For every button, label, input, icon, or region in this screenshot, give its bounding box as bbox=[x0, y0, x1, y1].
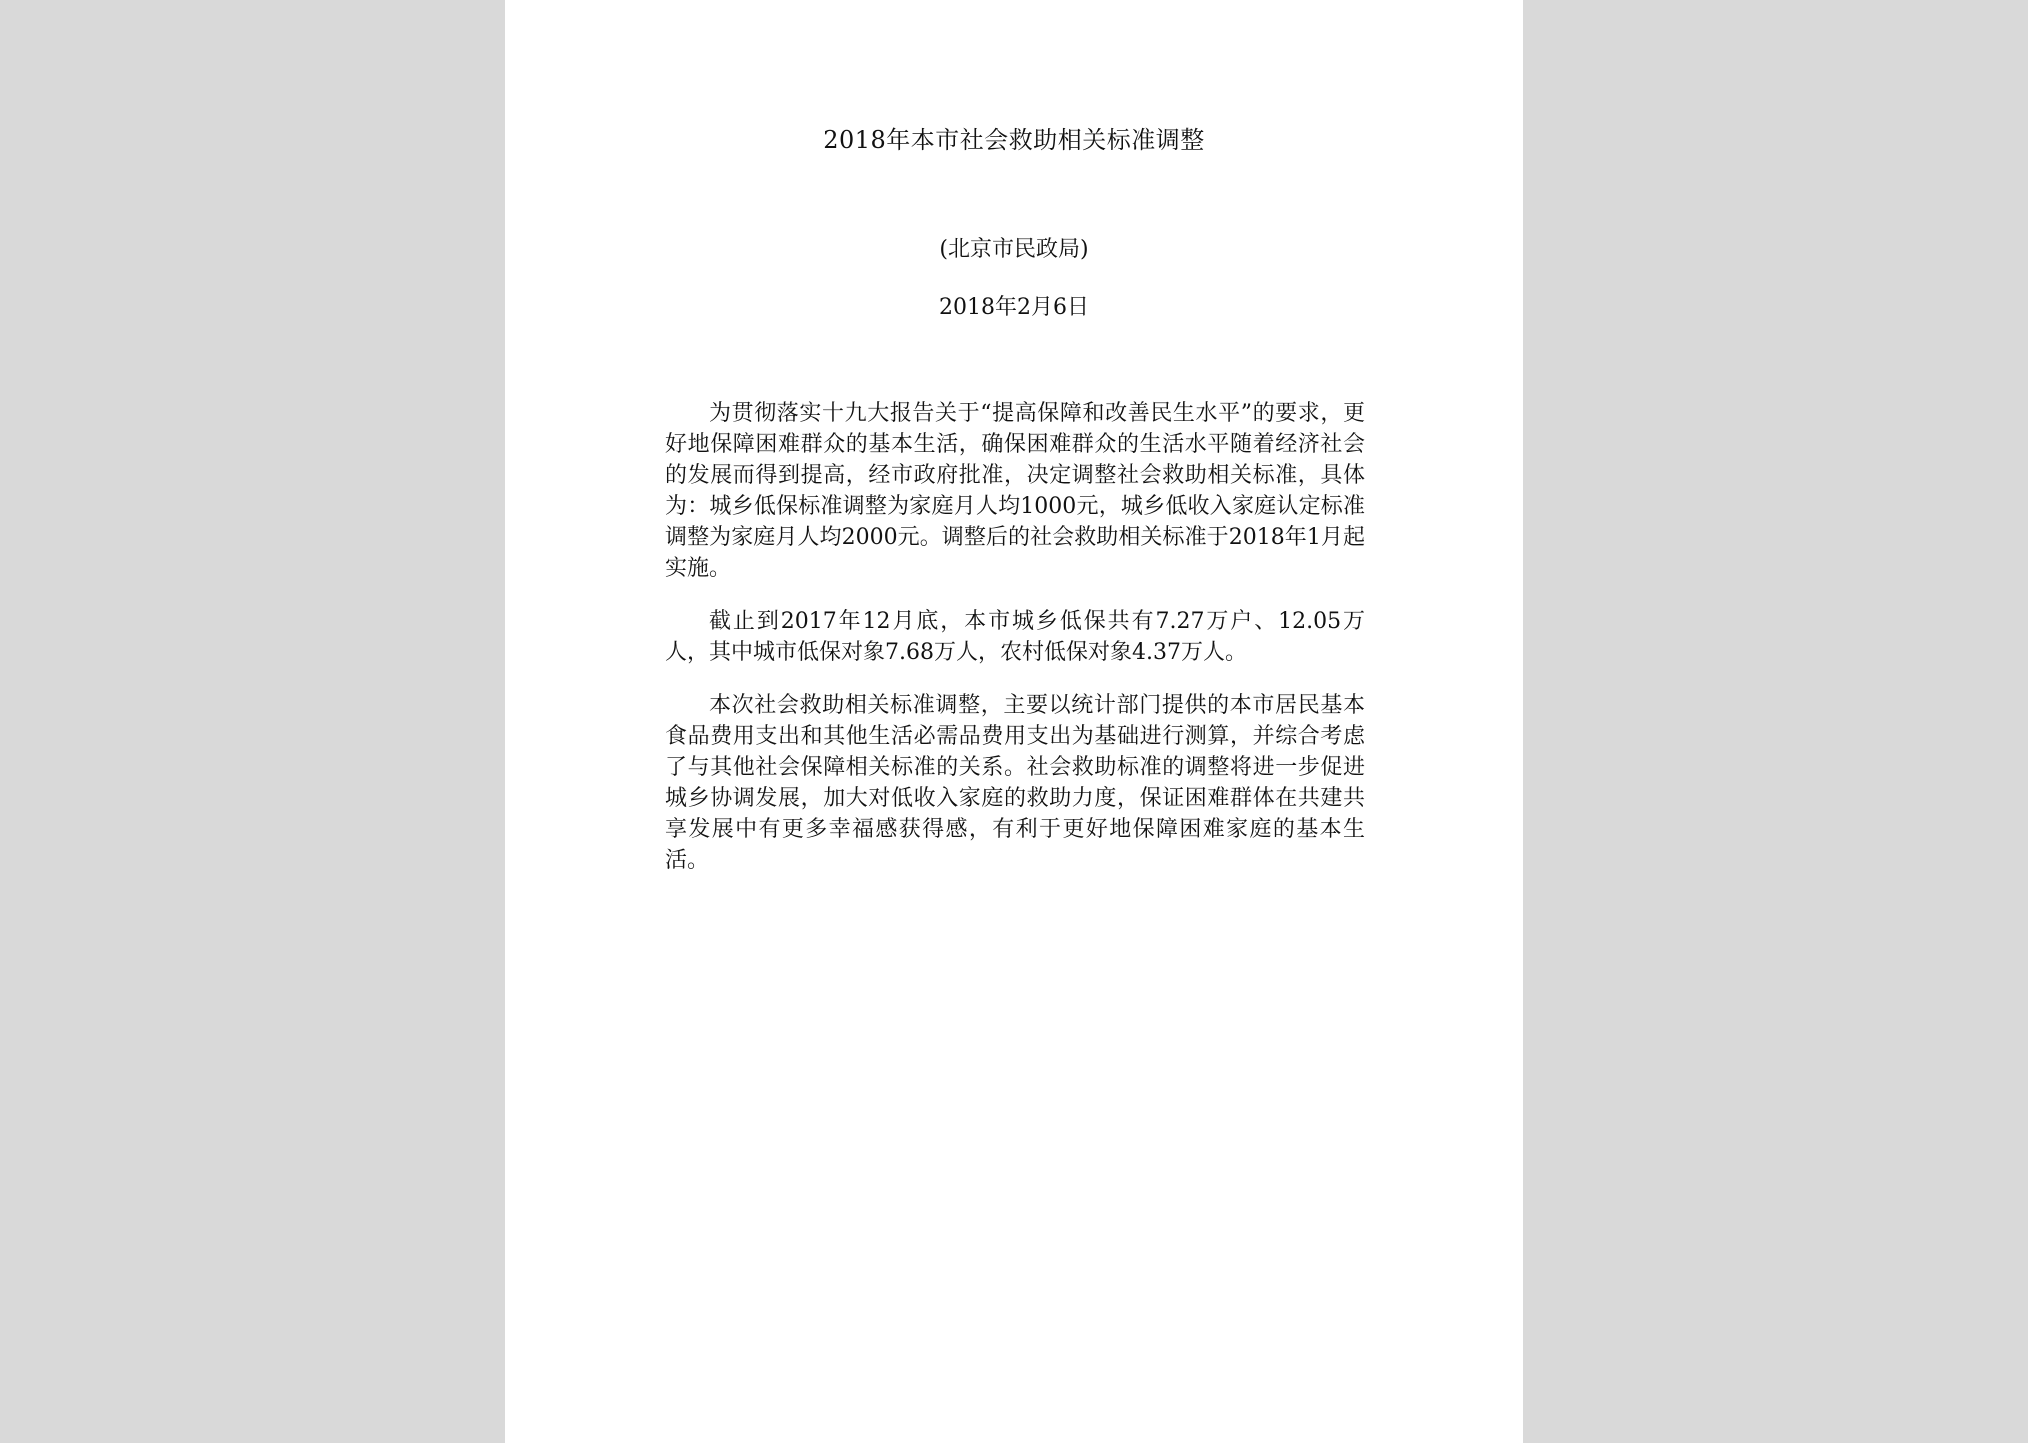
body-paragraph: 截止到2017年12月底，本市城乡低保共有7.27万户、12.05万人，其中城市低保对象7.68万人，农村低保对象4.37万人。 bbox=[665, 609, 1365, 665]
document-date: 2018年2月6日 bbox=[939, 295, 1089, 320]
body-paragraph: 本次社会救助相关标准调整，主要以统计部门提供的本市居民基本食品费用支出和其他生活必需品费用支出为基础进行测算，并综合考虑了与其他社会保障相关标准的关系。社会救助标准的调整将进一步促进城乡协调发展，加大对低收入家庭的救助力度，保证困难群体在共建共享发展中有更多幸福感获得感，有利于更好地保障困难家庭的基本生活。 bbox=[665, 693, 1365, 873]
document-title: 2018年本市社会救助相关标准调整 bbox=[823, 126, 1205, 154]
document-body bbox=[665, 398, 1365, 898]
document-page bbox=[505, 0, 1523, 1443]
body-paragraph: 为贯彻落实十九大报告关于“提高保障和改善民生水平”的要求，更好地保障困难群众的基本生活，确保困难群众的生活水平随着经济社会的发展而得到提高，经市政府批准，决定调整社会救助相关标准，具体为：城乡低保标准调整为家庭月人均1000元，城乡低收入家庭认定标准调整为家庭月人均2000元。调整后的社会救助相关标准于2018年1月起实施。 bbox=[665, 401, 1365, 581]
document-issuer: (北京市民政局) bbox=[939, 237, 1089, 262]
